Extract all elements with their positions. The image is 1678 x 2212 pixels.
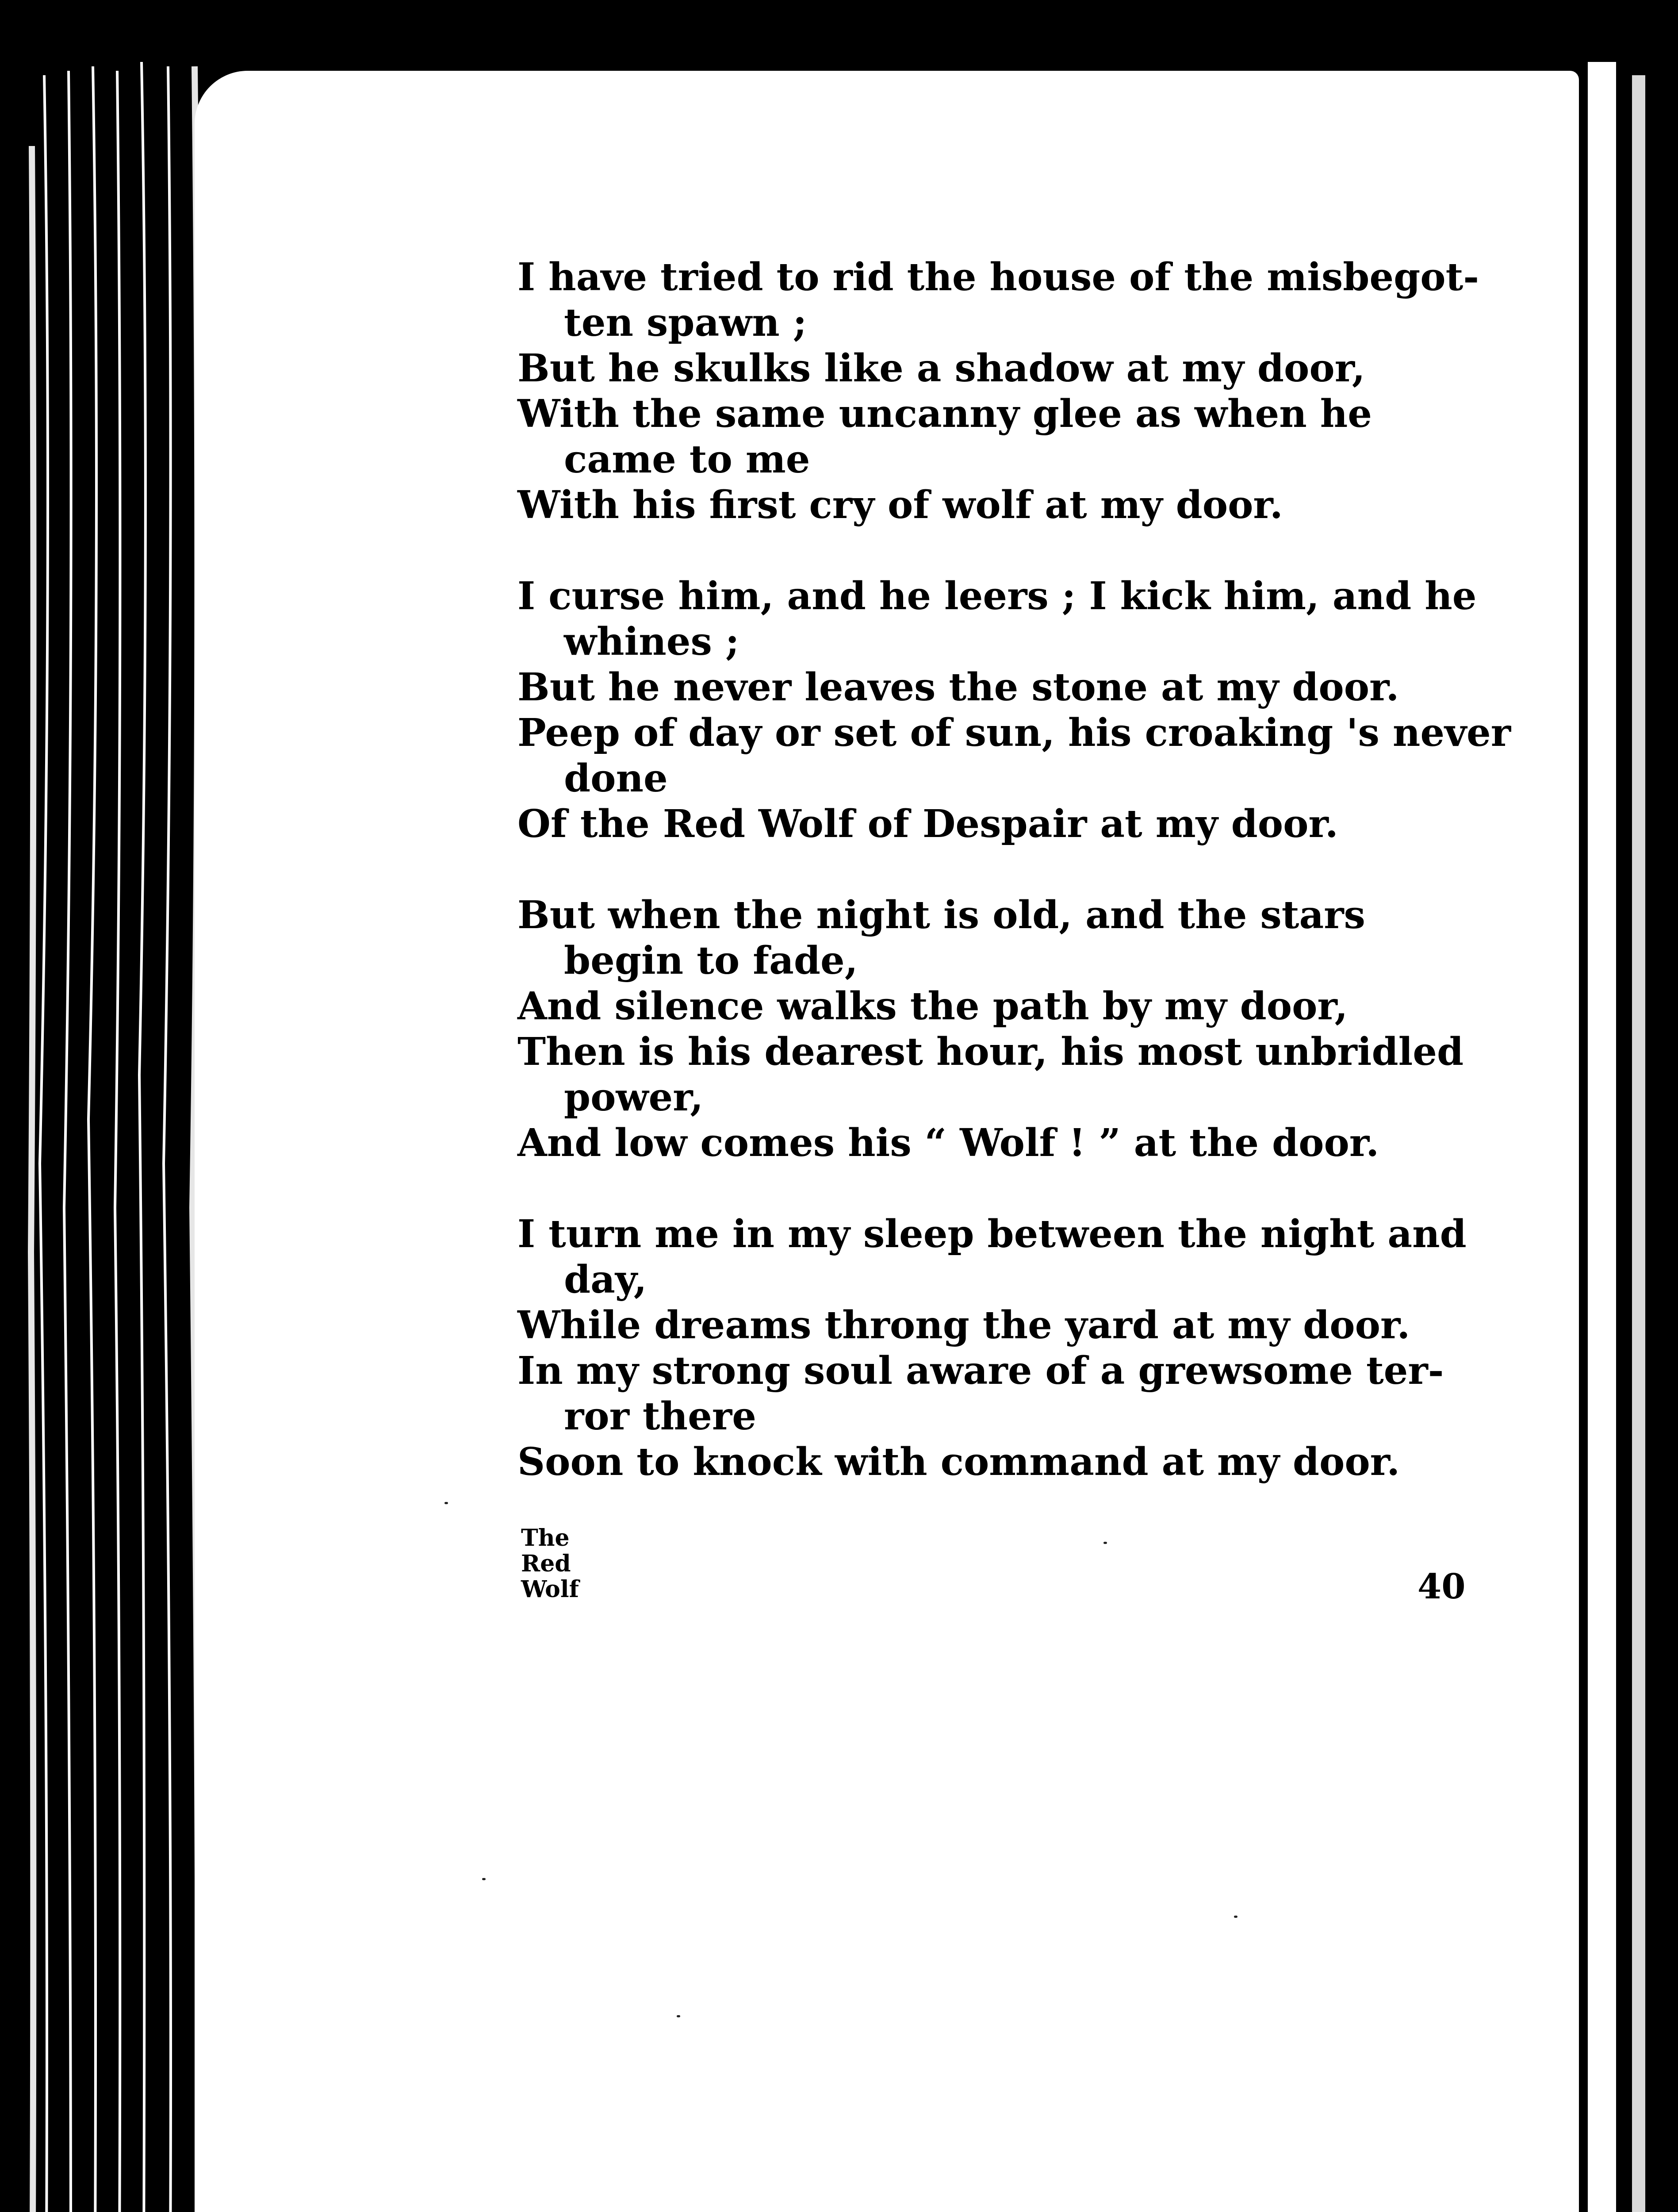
stanza <box>517 254 1517 528</box>
paper-speck <box>444 1502 448 1504</box>
running-head-line: The <box>521 1525 570 1551</box>
poem-line: came to me <box>564 437 810 482</box>
poem-line: begin to fade, <box>564 938 858 983</box>
poem-line: Then is his dearest hour, his most unbridled <box>517 1029 1464 1074</box>
poem-line: In my strong soul aware of a grewsome ter- <box>517 1348 1444 1393</box>
stanza <box>517 573 1517 847</box>
poem-line: Of the Red Wolf of Despair at my door. <box>517 802 1338 846</box>
poem-line: And low comes his “ Wolf ! ” at the door. <box>517 1121 1379 1165</box>
poem-line: With his first cry of wolf at my door. <box>517 483 1283 527</box>
poem-line: done <box>564 756 668 801</box>
poem-line: day, <box>564 1257 647 1302</box>
paper-speck <box>677 2015 680 2017</box>
poem-line: But when the night is old, and the stars <box>517 893 1365 937</box>
poem-line: whines ; <box>564 619 739 664</box>
right-page-edge-shadow <box>1632 75 1645 2212</box>
poem-line: I turn me in my sleep between the night and <box>517 1212 1467 1256</box>
poem-line: power, <box>564 1075 704 1120</box>
poem-line: ror there <box>564 1394 756 1439</box>
right-page-edge <box>1588 62 1616 2212</box>
poem-line: I have tried to rid the house of the misbegot- <box>517 255 1479 300</box>
poem-text <box>517 254 1517 1530</box>
poem-line: ten spawn ; <box>564 300 807 345</box>
running-head <box>521 1525 579 1602</box>
poem-line: And silence walks the path by my door, <box>517 984 1348 1029</box>
page-edges <box>27 58 217 2212</box>
paper-speck <box>482 1878 486 1880</box>
poem-line: But he never leaves the stone at my door. <box>517 665 1399 710</box>
poem-line: But he skulks like a shadow at my door, <box>517 346 1365 391</box>
running-head-line: Wolf <box>521 1576 579 1603</box>
paper-speck <box>1234 1916 1237 1918</box>
poem-line: Soon to knock with command at my door. <box>517 1440 1400 1484</box>
stanza <box>517 1211 1517 1485</box>
page-number: 40 <box>1417 1567 1466 1607</box>
poem-line: I curse him, and he leers ; I kick him, and he <box>517 574 1477 618</box>
paper-speck <box>1103 1542 1107 1544</box>
stanza <box>517 892 1517 1166</box>
poem-line: Peep of day or set of sun, his croaking 's never <box>517 710 1511 755</box>
poem-line: While dreams throng the yard at my door. <box>517 1303 1410 1348</box>
poem-line: With the same uncanny glee as when he <box>517 392 1372 436</box>
running-head-line: Red <box>521 1550 571 1577</box>
